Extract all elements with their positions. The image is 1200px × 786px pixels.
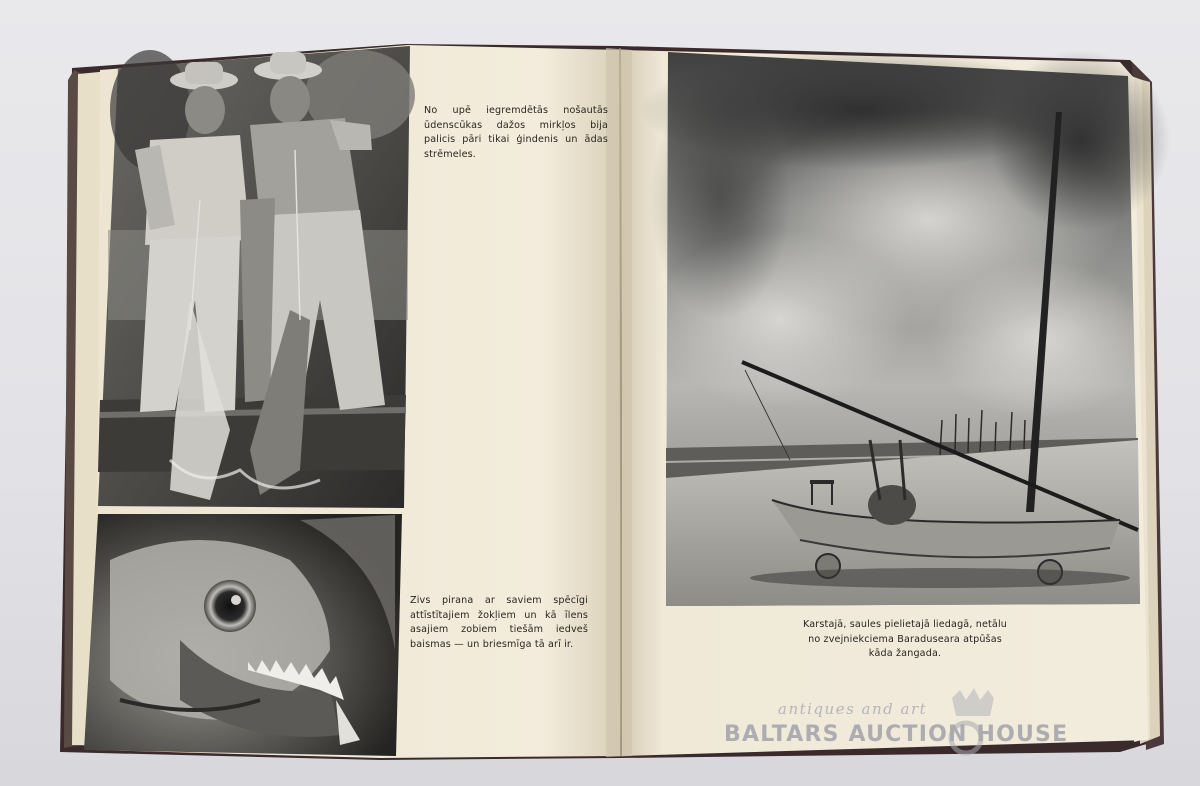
caption-water-pig: No upē iegremdētās nošautās ūdenscūkas dažos mirkļos bija palicis pāri tikai ģindenis un ādas strēmeles. bbox=[424, 105, 608, 160]
caption-piranha: Zivs pirana ar saviem spēcīgi attīstītajiem žokļiem un kā īlens asajiem zobiem tiešām iedveš baismas — un briesmīga tā arī ir. bbox=[410, 595, 588, 650]
watermark bbox=[716, 700, 1126, 760]
photo-jangada-beach bbox=[640, 50, 1170, 606]
photo-fishermen bbox=[98, 46, 415, 508]
caption-jangada: Karstajā, saules pielietajā liedagā, netālu no zvejniekciema Baraduseara atpūšas kāda žangada. bbox=[802, 619, 1008, 659]
watermark-tagline: antiques and art bbox=[778, 700, 928, 718]
watermark-brand: BALTARS AUCTION HOUSE bbox=[724, 722, 1069, 747]
photo-piranha bbox=[84, 514, 402, 756]
